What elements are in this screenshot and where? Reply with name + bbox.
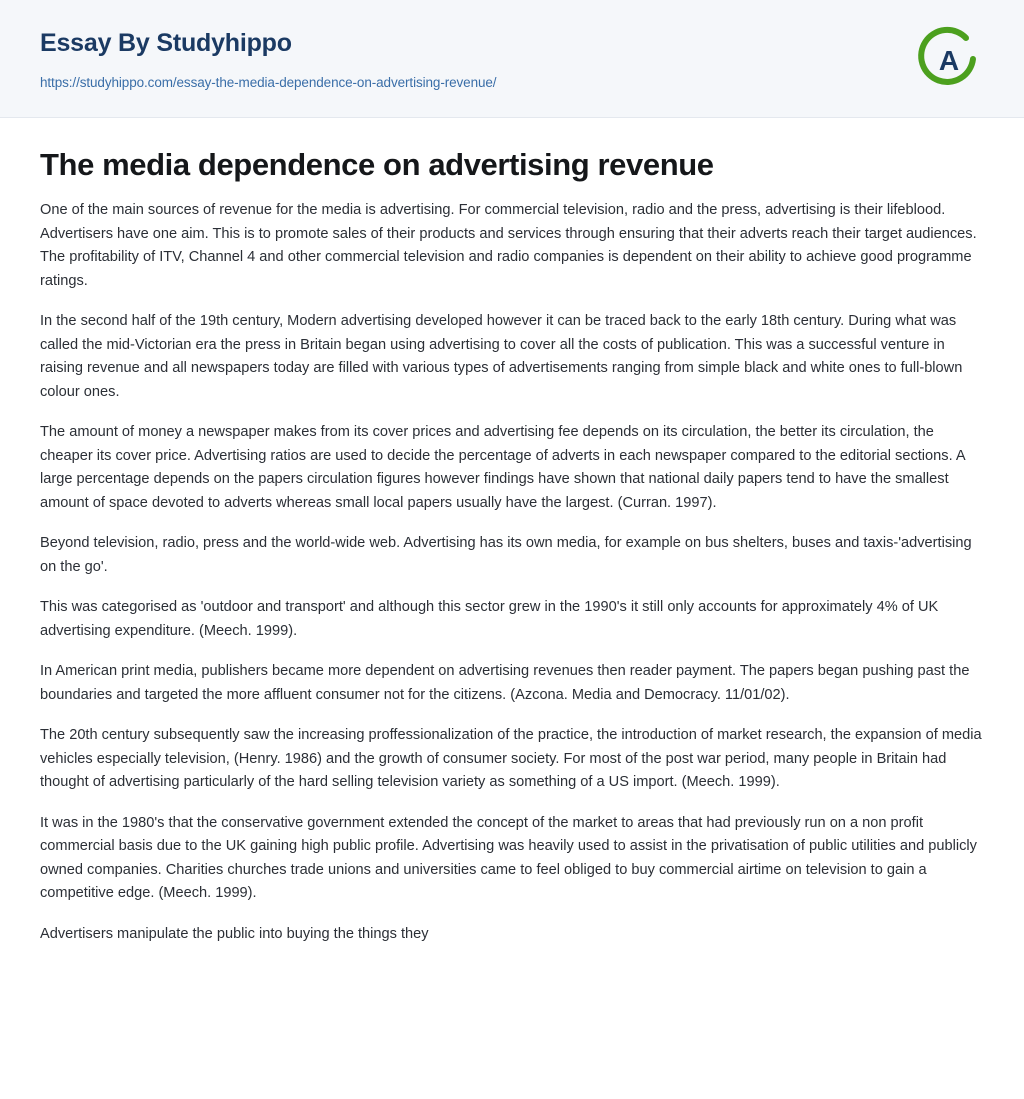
paragraph: In the second half of the 19th century, Modern advertising developed however it can be traced back to the early 18th century. During what was called the mid-Victorian era the press in Britain began using advertising to cover all the costs of publication. This was a successful venture in raising revenue and all newspapers today are filled with various types of advertisements ranging from simple black and white ones to full-blown colour ones.	[40, 313, 963, 400]
paragraph: The 20th century subsequently saw the increasing proffessionalization of the practice, the introduction of market research, the expansion of media vehicles especially television, (Henry. 1986) and the growth of consumer society. For most of the post war period, many people in Britain had thought of advertising particularly of the hard selling television variety as something of a US import. (Meech. 1999).	[40, 727, 982, 791]
paragraph: It was in the 1980's that the conservative government extended the concept of the market to areas that had previously run on a non profit commercial basis due to the UK gaining high public profile. Advertising was heavily used to assist in the privatisation of public utilities and publicly owned companies. Charities churches trade unions and universities came to feel obliged to buy commercial airtime on television to gain a competitive edge. (Meech. 1999).	[40, 814, 977, 902]
source-url-link[interactable]: https://studyhippo.com/essay-the-media-dependence-on-advertising-revenue/	[40, 74, 497, 90]
paragraph: In American print media, publishers became more dependent on advertising revenues then reader payment. The papers began pushing past the boundaries and targeted the more affluent consumer not for the citizens. (Azcona. Media and Democracy. 11/01/02).	[40, 663, 970, 703]
site-title: Essay By Studyhippo	[40, 29, 292, 57]
page-title: The media dependence on advertising revenue	[40, 147, 714, 182]
page-header	[0, 0, 1024, 118]
document-body	[0, 118, 1024, 946]
paragraph: Advertisers manipulate the public into buying the things they	[40, 925, 429, 942]
studyhippo-logo-icon	[916, 26, 982, 92]
paragraph: The amount of money a newspaper makes from its cover prices and advertising fee depends on its circulation, the better its circulation, the cheaper its cover price. Advertising ratios are used to decide the percentage of adverts in each newspaper compared to the editorial sections. A large percentage depends on the papers circulation figures however findings have shown that national daily papers tend to have the smallest amount of space devoted to adverts whereas small local papers usually have the largest. (Curran. 1997).	[40, 424, 965, 511]
paragraph: This was categorised as 'outdoor and transport' and although this sector grew in the 1990's it still only accounts for approximately 4% of UK advertising expenditure. (Meech. 1999).	[40, 599, 939, 639]
paragraph: Beyond television, radio, press and the world-wide web. Advertising has its own media, for example on bus shelters, buses and taxis-'advertising on the go'.	[40, 535, 972, 575]
svg-text:A: A	[938, 45, 960, 76]
paragraph: One of the main sources of revenue for the media is advertising. For commercial television, radio and the press, advertising is their lifeblood. Advertisers have one aim. This is to promote sales of their products and services through ensuring that their adverts reach their target audiences. The profitability of ITV, Channel 4 and other commercial television and radio companies is dependent on their ability to achieve good programme ratings.	[40, 202, 977, 289]
